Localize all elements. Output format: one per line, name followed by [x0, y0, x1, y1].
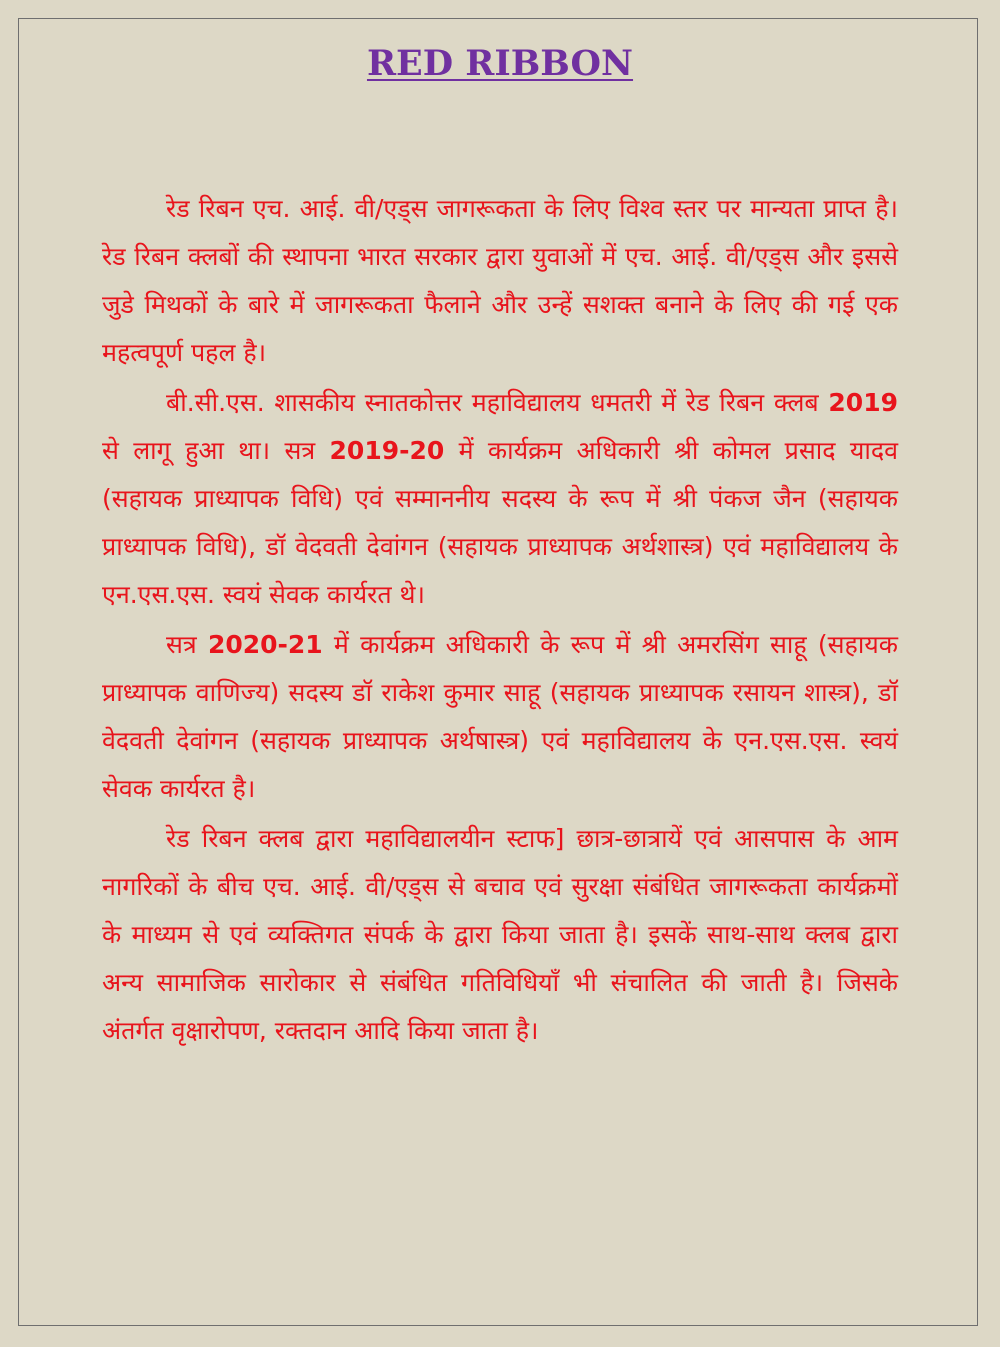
text-segment: रेड रिबन एच. आई. वी/एड्स जागरूकता के लिए विश्व स्तर पर मान्यता प्राप्त है। रेड रिबन क्लबों की स्थापना भारत सरकार द्वारा युवाओं में एच. आई. वी/एड्स और इससे जुडे मिथकों के बारे में जागरूकता फैलाने और उन्हें सशक्त बनाने के लिए की गई एक महत्वपूर्ण पहल है।	[102, 194, 898, 367]
year-highlight: 2019	[828, 388, 898, 417]
paragraph-activities	[102, 815, 898, 1055]
session-highlight: 2019-20	[329, 436, 445, 465]
text-segment: में कार्यक्रम अधिकारी श्री कोमल प्रसाद यादव (सहायक प्राध्यापक विधि) एवं सम्माननीय सदस्य के रूप में श्री पंकज जैन (सहायक प्राध्यापक विधि), डॉ वेदवती देवांगन (सहायक प्राध्यापक अर्थशास्त्र) एवं महाविद्यालय के एन.एस.एस. स्वयं सेवक कार्यरत थे।	[102, 436, 898, 609]
page-title: RED RIBBON	[366, 43, 634, 84]
session-highlight: 2020-21	[207, 630, 323, 659]
text-segment: में कार्यक्रम अधिकारी के रूप में श्री अमरसिंग साहू (सहायक प्राध्यापक वाणिज्य) सदस्य डॉ राकेश कुमार साहू (सहायक प्राध्यापक रसायन शास्त्र), डॉ वेदवती देवांगन (सहायक प्राध्यापक अर्थषास्त्र) एवं महाविद्यालय के एन.एस.एस. स्वयं सेवक कार्यरत है।	[102, 630, 898, 803]
paragraph-intro	[102, 185, 898, 377]
text-segment: सत्र	[166, 630, 208, 659]
text-segment: से लागू हुआ था। सत्र	[102, 436, 330, 465]
text-segment: रेड रिबन क्लब द्वारा महाविद्यालयीन स्टाफ] छात्र-छात्रायें एवं आसपास के आम नागरिकों के बीच एच. आई. वी/एड्स से बचाव एवं सुरक्षा संबंधित जागरूकता कार्यक्रमों के माध्यम से एवं व्यक्तिगत संपर्क के द्वारा किया जाता है। इसकें साथ-साथ क्लब द्वारा अन्य सामाजिक सारोकार से संबंधित गतिविधियाँ भी संचालित की जाती है। जिसके अंतर्गत वृक्षारोपण, रक्तदान आदि किया जाता है।	[102, 824, 898, 1045]
body-text	[102, 185, 898, 1057]
paragraph-current-session	[102, 621, 898, 813]
paragraph-club-history	[102, 379, 898, 619]
text-segment: बी.सी.एस. शासकीय स्नातकोत्तर महाविद्यालय धमतरी में रेड रिबन क्लब	[166, 388, 829, 417]
